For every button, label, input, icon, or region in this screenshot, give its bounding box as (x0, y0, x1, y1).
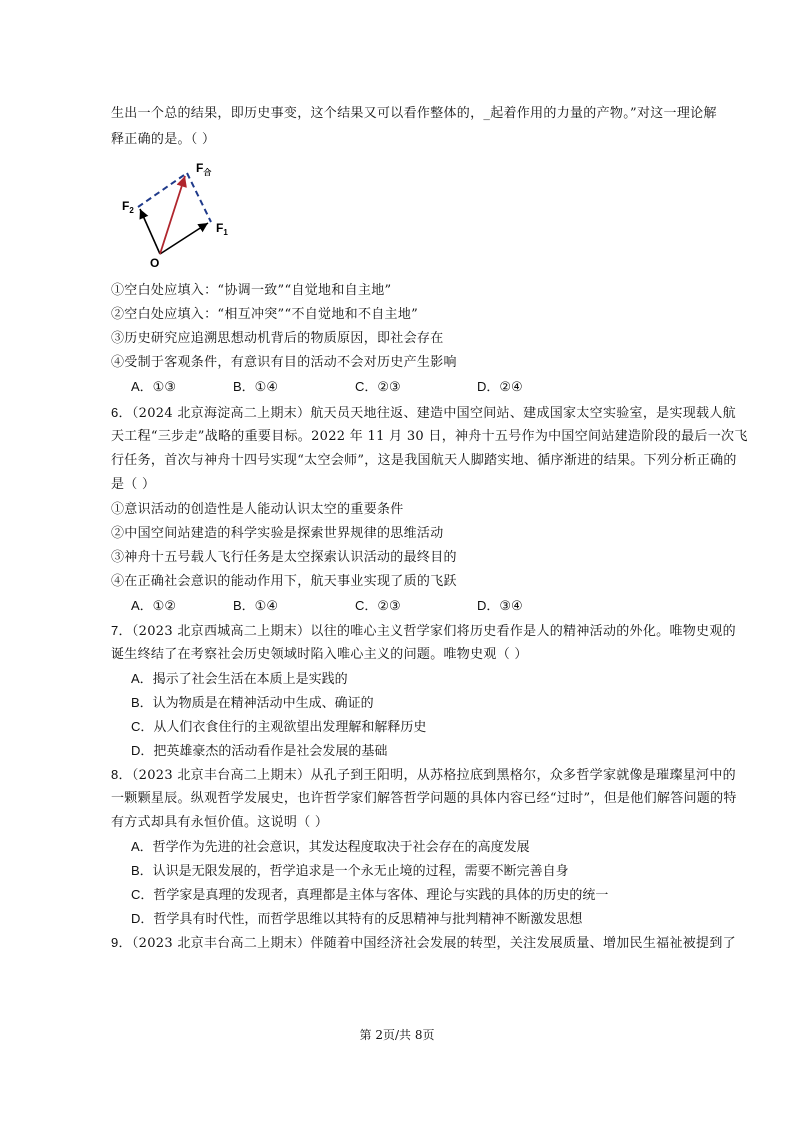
q6-stem-line-3: 行任务，首次与神舟十四号实现“太空会师”，这是我国航天人脚踏实地、循序渐进的结果。下列分析正确的 (111, 453, 737, 468)
label-f1: $F_1$ (216, 221, 228, 237)
q8-choice-b[interactable]: B．认识是无限发展的，哲学追求是一个永无止境的过程，需要不断完善自身 (131, 863, 569, 879)
q5-options (131, 378, 691, 396)
q8-stem-line-3: 有方式却具有永恒价值。这说明（ ） (111, 815, 329, 830)
q8-number: 8． (111, 767, 132, 782)
q6-item-4: ④在正确社会意识的能动作用下，航天事业实现了质的飞跃 (111, 574, 457, 589)
q5-item-2: ②空白处应填入：“相互冲突”“不自觉地和不自主地” (111, 307, 419, 322)
q8-stem-line-1: 8．（2023 北京丰台高二上期末）从孔子到王阳明，从苏格拉底到黑格尔，众多哲学家就像是璀璨星河中的 (111, 767, 736, 783)
q9-stem-line-1: 9．（2023 北京丰台高二上期末）伴随着中国经济社会发展的转型，关注发展质量、增加民生福祉被提到了 (111, 935, 736, 951)
q5-option-c[interactable]: C．②③ (355, 379, 401, 395)
q6-option-a[interactable]: A．①② (131, 598, 176, 614)
dashed-line-fhe-to-f1 (187, 173, 211, 222)
q7-choice-b[interactable]: B．认为物质是在精神活动中生成、确证的 (131, 695, 374, 711)
label-f-resultant: $F_合$ (196, 161, 212, 177)
q8-choice-a[interactable]: A．哲学作为先进的社会意识，其发达程度取决于社会存在的高度发展 (131, 839, 530, 855)
q7-stem-line-1: 7．（2023 北京西城高二上期末）以往的唯心主义哲学家们将历史看作是人的精神活动的外化。唯物史观的 (111, 623, 736, 639)
q5-item-3: ③历史研究应追溯思想动机背后的物质原因，即社会存在 (111, 331, 444, 346)
q8-stem-line-2: 一颗颗星辰。纵观哲学发展史，也许哲学家们解答哲学问题的具体内容已经“过时”，但是他们解答问题的特 (111, 791, 737, 806)
q6-item-1: ①意识活动的创造性是人能动认识太空的重要条件 (111, 502, 404, 517)
page-footer: 第 2页/共 8页 (359, 1028, 435, 1042)
q5-item-1: ①空白处应填入：“协调一致”“自觉地和自主地” (111, 283, 392, 298)
label-origin: O (150, 256, 160, 270)
vector-f2 (140, 209, 160, 254)
q6-item-2: ②中国空间站建造的科学实验是探索世界规律的思维活动 (111, 526, 444, 541)
intro-line-1: 生出一个总的结果，即历史事变，这个结果又可以看作整体的，_起着作用的力量的产物。”对这一理论解 (111, 106, 717, 121)
vector-resultant (160, 176, 185, 254)
q5-option-b[interactable]: B．①④ (233, 379, 278, 395)
q8-choice-d[interactable]: D．哲学具有时代性，而哲学思维以其特有的反思精神与批判精神不断激发思想 (131, 911, 583, 927)
intro-line-2: 释正确的是。（ ） (111, 132, 216, 147)
q6-stem-line-1: 6．（2024 北京海淀高二上期末）航天员天地往返、建造中国空间站、建成国家太空实验室，是实现载人航 (111, 405, 736, 421)
q8-choice-c[interactable]: C．哲学家是真理的发现者，真理都是主体与客体、理论与实践的具体的历史的统一 (131, 887, 609, 903)
q6-stem-line-4: 是（ ） (111, 477, 156, 492)
q7-stem-line-2: 诞生终结了在考察社会历史领域时陷入唯心主义的问题。唯物史观（ ） (111, 647, 528, 662)
vector-f1 (160, 223, 208, 254)
q6-item-3: ③神舟十五号载人飞行任务是太空探索认识活动的最终目的 (111, 550, 457, 565)
q6-option-c[interactable]: C．②③ (355, 598, 401, 614)
q6-option-b[interactable]: B．①④ (233, 598, 278, 614)
q5-item-4: ④受制于客观条件，有意识有目的活动不会对历史产生影响 (111, 355, 457, 370)
q6-options (131, 597, 691, 615)
q6-option-d[interactable]: D．③④ (477, 598, 523, 614)
label-f2: $F_2$ (122, 199, 134, 215)
q5-option-a[interactable]: A．①③ (131, 379, 176, 395)
q7-choice-d[interactable]: D．把英雄豪杰的活动看作是社会发展的基础 (131, 743, 388, 759)
force-vector-diagram (118, 160, 238, 270)
q5-option-d[interactable]: D．②④ (477, 379, 523, 395)
q9-number: 9． (111, 935, 132, 950)
q6-number: 6． (111, 405, 132, 420)
q7-number: 7． (111, 623, 132, 638)
q7-choice-c[interactable]: C．从人们衣食住行的主观欲望出发理解和解释历史 (131, 719, 427, 735)
q6-stem-line-2: 天工程“三步走”战略的重要目标。2022 年 11 月 30 日，神舟十五号作为中国空间站建造阶段的最后一次飞 (111, 429, 748, 444)
q7-choice-a[interactable]: A．揭示了社会生活在本质上是实践的 (131, 671, 348, 687)
